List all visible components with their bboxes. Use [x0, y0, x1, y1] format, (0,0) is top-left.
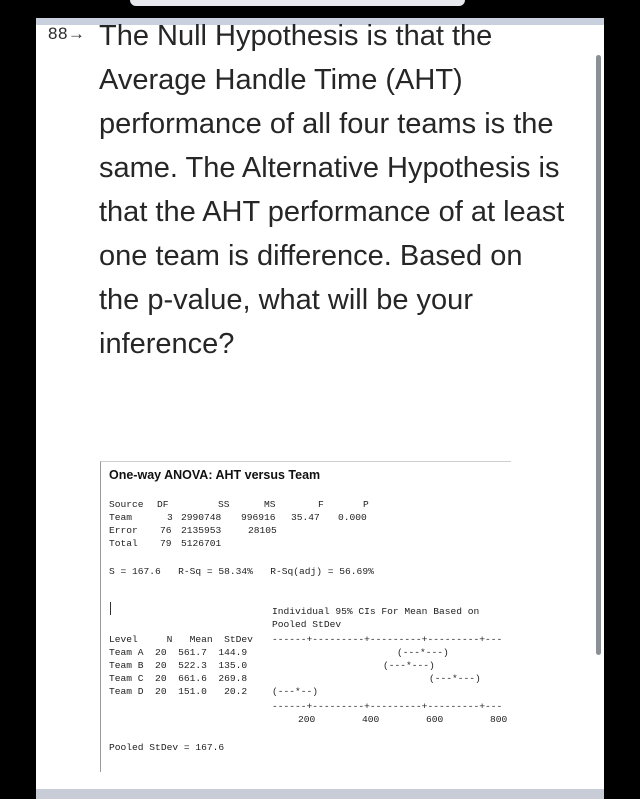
anova-title: One-way ANOVA: AHT versus Team — [109, 468, 321, 482]
level-header: Level N Mean StDev — [109, 634, 253, 645]
ci-interval-team-a: (---*---) — [397, 647, 449, 658]
table-cell: 79 — [160, 538, 172, 549]
table-cell: 5126701 — [181, 538, 222, 549]
table-cell: 2135953 — [181, 525, 222, 536]
pooled-stdev: Pooled StDev = 167.6 — [109, 742, 225, 753]
ci-interval-team-d: (---*--) — [272, 686, 319, 697]
card-bottom-strip — [36, 789, 604, 799]
table-cell: 0.000 — [338, 512, 367, 523]
scrollbar[interactable] — [596, 55, 601, 655]
ci-ruler-axis: ------+---------+---------+---------+--- — [272, 701, 503, 712]
table-cell: Error — [109, 525, 138, 536]
table-cell: 28105 — [248, 525, 277, 536]
axis-tick-label: 800 — [490, 714, 508, 725]
level-row-team-a: Team A 20 561.7 144.9 — [109, 647, 248, 658]
ci-interval-team-c: (---*---) — [429, 673, 481, 684]
axis-tick-label: 200 — [298, 714, 316, 725]
table-header-p: P — [363, 499, 369, 510]
top-tab-indicator — [130, 0, 465, 6]
table-cell: 3 — [167, 512, 173, 523]
table-cell: 76 — [160, 525, 172, 536]
table-cell: 996916 — [241, 512, 276, 523]
model-summary: S = 167.6 R-Sq = 58.34% R-Sq(adj) = 56.69% — [109, 566, 374, 577]
level-row-team-b: Team B 20 522.3 135.0 — [109, 660, 248, 671]
table-cell: 2990748 — [181, 512, 222, 523]
table-cell: Total — [109, 538, 138, 549]
question-text: The Null Hypothesis is that the Average Handle Time (AHT) performance of all four teams is the same. The Alternative Hypothesis is that the AHT performance of at least one team is difference. Based on the p-value, what will be your inference? — [99, 20, 565, 360]
table-header-source: Source — [109, 499, 144, 510]
table-header-ss: SS — [218, 499, 230, 510]
level-row-team-c: Team C 20 661.6 269.8 — [109, 673, 248, 684]
axis-tick-label: 400 — [362, 714, 380, 725]
table-header-f: F — [318, 499, 324, 510]
ci-caption-line2: Pooled StDev — [272, 619, 342, 630]
question-number-value: 88 — [48, 24, 68, 43]
table-cell: 35.47 — [291, 512, 320, 523]
table-header-df: DF — [157, 499, 169, 510]
anova-output-image — [100, 461, 511, 772]
ci-ruler-top: ------+---------+---------+---------+--- — [272, 634, 503, 645]
text-cursor — [110, 602, 111, 615]
axis-tick-label: 600 — [426, 714, 444, 725]
ci-interval-team-b: (---*---) — [383, 660, 435, 671]
level-row-team-d: Team D 20 151.0 20.2 — [109, 686, 248, 697]
arrow-icon: → — [67, 24, 86, 43]
table-cell: Team — [109, 512, 133, 523]
question-number — [48, 24, 85, 44]
ci-caption-line1: Individual 95% CIs For Mean Based on — [272, 606, 480, 617]
table-header-ms: MS — [264, 499, 276, 510]
